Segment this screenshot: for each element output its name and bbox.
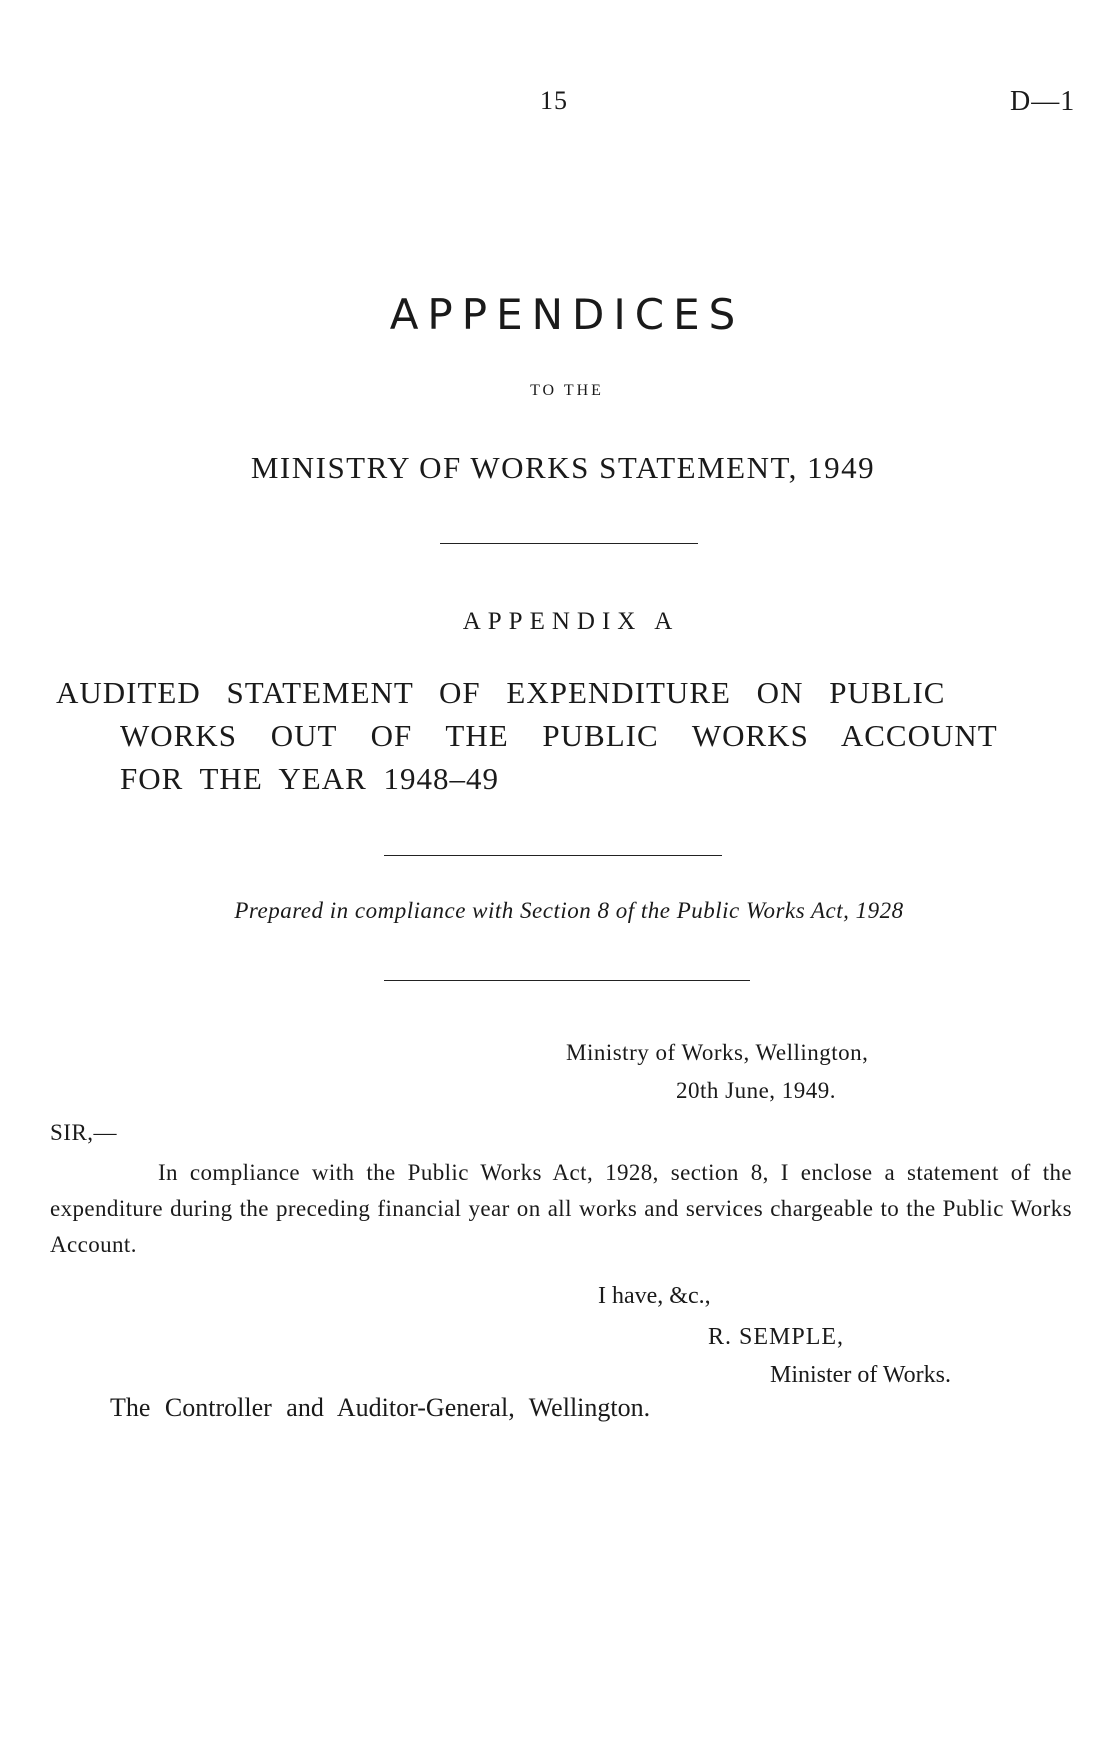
main-title: APPENDICES [389, 290, 745, 339]
divider-rule [384, 855, 722, 856]
document-reference: D—1 [1010, 86, 1076, 117]
addressee: The Controller and Auditor-General, Wellington. [110, 1393, 651, 1422]
appendix-heading: APPENDIX A [462, 608, 680, 635]
divider-rule [384, 980, 750, 981]
title-connector: TO THE [530, 382, 604, 399]
closing: I have, &c., [598, 1283, 711, 1309]
page-number: 15 [540, 86, 568, 115]
salutation: SIR,— [50, 1120, 118, 1145]
letter-body: In compliance with the Public Works Act, 1928, section 8, I enclose a statement of the expenditure during the preceding financial year on all works and services chargeable to the Public Works Account. [50, 1160, 1072, 1257]
signatory-title: Minister of Works. [770, 1362, 951, 1388]
statement-title: MINISTRY OF WORKS STATEMENT, 1949 [250, 450, 876, 485]
divider-rule [440, 543, 698, 544]
audited-statement-line-2: WORKS OUT OF THE PUBLIC WORKS ACCOUNT [120, 718, 998, 753]
audited-statement-line-1: AUDITED STATEMENT OF EXPENDITURE ON PUBLIC [56, 675, 946, 710]
audited-statement-line-3: FOR THE YEAR 1948–49 [120, 761, 499, 796]
signatory-name: R. SEMPLE, [708, 1324, 845, 1350]
dateline-date: 20th June, 1949. [676, 1078, 837, 1103]
prepared-note: Prepared in compliance with Section 8 of the Public Works Act, 1928 [234, 898, 904, 923]
dateline-place: Ministry of Works, Wellington, [566, 1040, 869, 1065]
